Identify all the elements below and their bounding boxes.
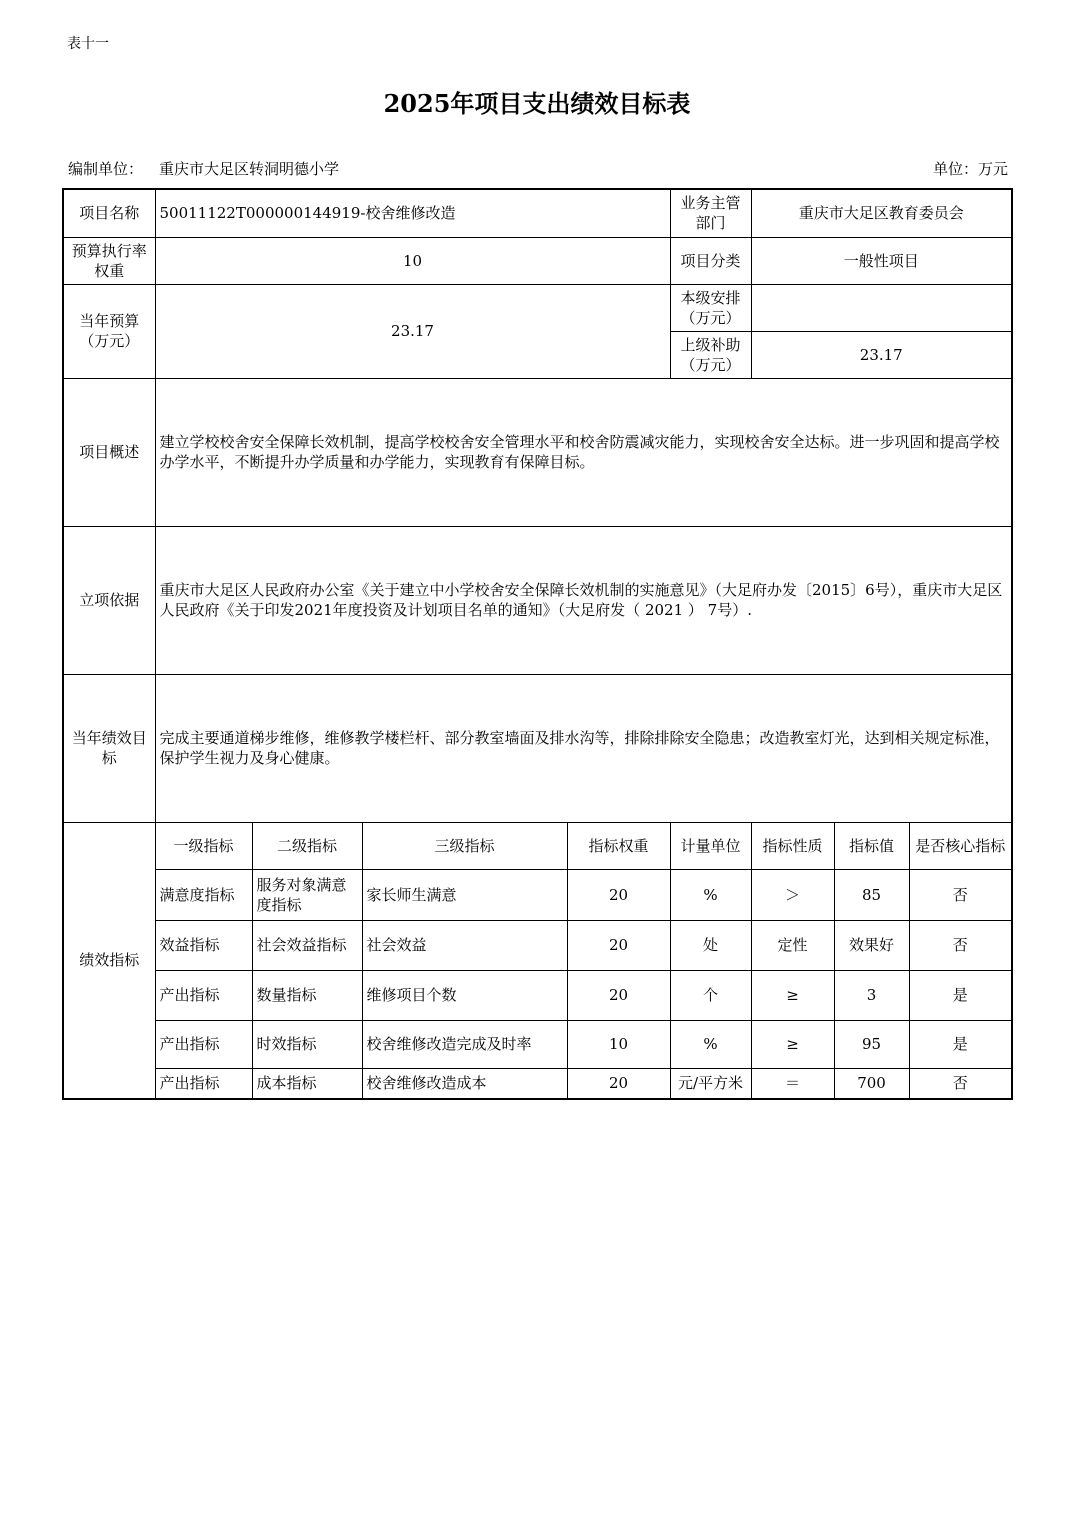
goal-label: 当年绩效目标 [63,674,155,822]
currency-unit: 单位：万元 [932,160,1008,178]
indicator-level3: 校舍维修改造完成及时率 [362,1020,567,1068]
indicator-level3: 维修项目个数 [362,970,567,1020]
header-level1: 一级指标 [155,822,252,869]
header-weight: 指标权重 [567,822,670,869]
weight-label: 预算执行率权重 [63,237,155,284]
indicator-core: 是 [909,970,1012,1020]
indicator-nature: ＝ [751,1068,834,1099]
indicator-level1: 满意度指标 [155,869,252,920]
indicator-level3: 校舍维修改造成本 [362,1068,567,1099]
indicator-value: 3 [834,970,909,1020]
weight-value: 10 [155,237,670,284]
indicator-weight: 20 [567,1068,670,1099]
header-core: 是否核心指标 [909,822,1012,869]
project-name-value: 50011122T000000144919-校舍维修改造 [155,189,670,237]
indicator-weight: 20 [567,869,670,920]
indicator-level2: 成本指标 [252,1068,362,1099]
indicator-weight: 10 [567,1020,670,1068]
performance-table [62,188,1013,1100]
indicator-level2: 时效指标 [252,1020,362,1068]
indicator-nature: ≥ [751,1020,834,1068]
table-row [63,526,1012,674]
category-label: 项目分类 [670,237,751,284]
indicator-unit: % [670,1020,751,1068]
indicator-row [63,920,1012,970]
indicator-level2: 社会效益指标 [252,920,362,970]
indicator-row [63,1020,1012,1068]
table-row [63,189,1012,237]
indicator-value: 效果好 [834,920,909,970]
indicator-level3: 家长师生满意 [362,869,567,920]
indicator-nature: ≥ [751,970,834,1020]
compiling-unit [68,158,339,179]
header-nature: 指标性质 [751,822,834,869]
indicator-row [63,869,1012,920]
indicator-level1: 产出指标 [155,1020,252,1068]
header-unit: 计量单位 [670,822,751,869]
indicator-value: 95 [834,1020,909,1068]
indicator-level1: 效益指标 [155,920,252,970]
indicator-weight: 20 [567,970,670,1020]
compiling-unit-label: 编制单位： [68,160,144,178]
indicator-row [63,970,1012,1020]
overview-label: 项目概述 [63,378,155,526]
overview-value: 建立学校校舍安全保障长效机制，提高学校校舍安全管理水平和校舍防震减灾能力，实现校舍安全达标。进一步巩固和提高学校办学水平，不断提升办学质量和办学能力，实现教育有保障目标。 [155,378,1012,526]
indicator-level2: 数量指标 [252,970,362,1020]
header-value: 指标值 [834,822,909,869]
table-row [63,237,1012,284]
indicator-core: 否 [909,869,1012,920]
indicator-level1: 产出指标 [155,970,252,1020]
category-value: 一般性项目 [751,237,1012,284]
indicator-core: 否 [909,920,1012,970]
table-row [63,378,1012,526]
header-level3: 三级指标 [362,822,567,869]
budget-label: 当年预算（万元） [63,284,155,378]
indicator-row [63,1068,1012,1099]
goal-value: 完成主要通道梯步维修，维修教学楼栏杆、部分教室墙面及排水沟等，排除排除安全隐患；改造教室灯光，达到相关规定标准，保护学生视力及身心健康。 [155,674,1012,822]
indicator-value: 85 [834,869,909,920]
indicator-level3: 社会效益 [362,920,567,970]
basis-label: 立项依据 [63,526,155,674]
table-number-label: 表十一 [67,36,109,52]
dept-label: 业务主管部门 [670,189,751,237]
local-label: 本级安排（万元） [670,284,751,331]
indicator-nature: ＞ [751,869,834,920]
indicator-unit: % [670,869,751,920]
indicator-level2: 服务对象满意度指标 [252,869,362,920]
page-title: 2025年项目支出绩效目标表 [383,89,691,118]
indicator-header-row [63,822,1012,869]
indicators-section-label: 绩效指标 [63,822,155,1099]
indicator-value: 700 [834,1068,909,1099]
indicator-unit: 处 [670,920,751,970]
indicator-nature: 定性 [751,920,834,970]
indicator-level1: 产出指标 [155,1068,252,1099]
budget-value: 23.17 [155,284,670,378]
indicator-unit: 元/平方米 [670,1068,751,1099]
local-value [751,284,1012,331]
indicator-core: 是 [909,1020,1012,1068]
indicator-weight: 20 [567,920,670,970]
dept-value: 重庆市大足区教育委员会 [751,189,1012,237]
indicator-core: 否 [909,1068,1012,1099]
header-level2: 二级指标 [252,822,362,869]
table-row [63,674,1012,822]
upper-value: 23.17 [751,331,1012,378]
table-row [63,284,1012,331]
compiling-unit-value: 重庆市大足区转洞明德小学 [159,160,340,178]
indicator-unit: 个 [670,970,751,1020]
upper-label: 上级补助（万元） [670,331,751,378]
basis-value: 重庆市大足区人民政府办公室《关于建立中小学校舍安全保障长效机制的实施意见》（大足府办发〔2015〕6号），重庆市大足区人民政府《关于印发2021年度投资及计划项目名单的通知》（大足府发（ 2021 ） 7号）. [155,526,1012,674]
project-name-label: 项目名称 [63,189,155,237]
